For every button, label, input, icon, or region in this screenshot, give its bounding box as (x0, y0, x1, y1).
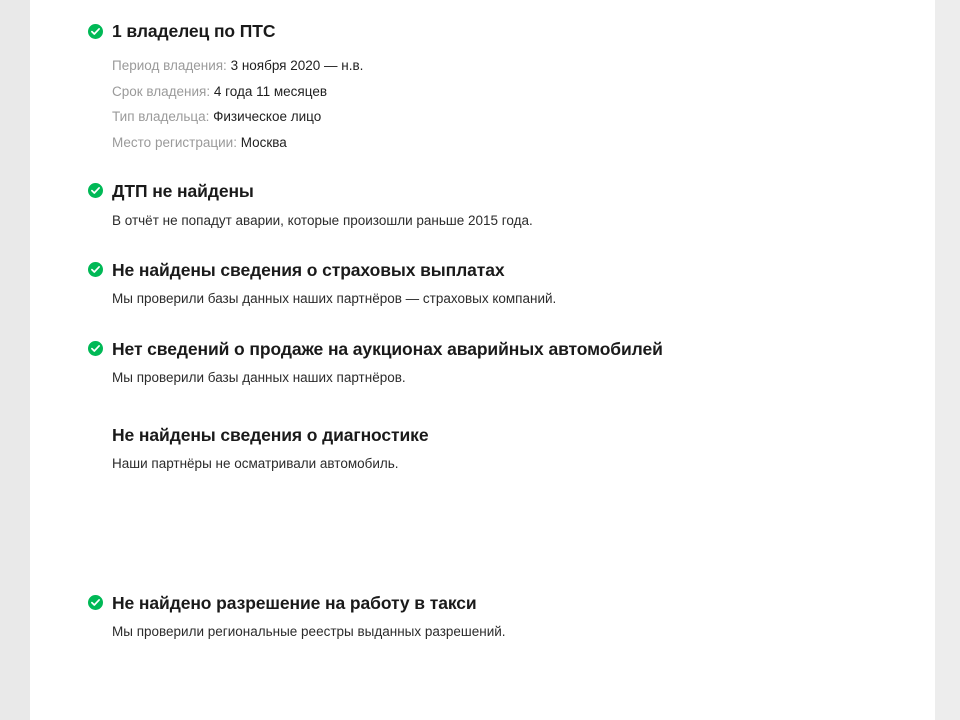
section-taxi-subtitle: Мы проверили региональные реестры выданных разрешений. (112, 623, 506, 639)
section-diagnostic-heading (88, 424, 888, 446)
section-insurance-title: Не найдены сведения о страховых выплатах (112, 259, 505, 280)
section-taxi-heading (88, 592, 888, 614)
section-dtp (88, 180, 888, 229)
section-owners-title: 1 владелец по ПТС (112, 21, 276, 41)
detail-label: Место регистрации: (112, 134, 237, 150)
detail-value: 3 ноября 2020 — н.в. (230, 58, 364, 73)
section-dtp-subtitle: В отчёт не попадут аварии, которые произошли раньше 2015 года. (112, 212, 533, 228)
owners-details-list (112, 57, 888, 151)
list-item (112, 108, 888, 125)
section-auction-title: Нет сведений о продаже на аукционах аварийных автомобилей (112, 338, 663, 359)
section-insurance-subtitle: Мы проверили базы данных наших партнёров — страховых компаний. (112, 290, 557, 306)
report-page (30, 0, 935, 720)
section-insurance (88, 259, 888, 307)
page-right-gutter (935, 0, 960, 720)
section-owners-heading (88, 20, 888, 42)
list-item (112, 83, 888, 100)
section-auction-heading (88, 338, 888, 360)
section-owners (88, 20, 888, 151)
section-auction (88, 338, 888, 386)
icon-placeholder (88, 427, 103, 442)
detail-label: Период владения: (112, 58, 227, 73)
list-item (112, 134, 888, 151)
section-diagnostic-title: Не найдены сведения о диагностике (112, 424, 429, 445)
section-diagnostic-subtitle: Наши партнёры не осматривали автомобиль. (112, 455, 399, 471)
detail-value: Физическое лицо (213, 109, 322, 124)
check-circle-icon (88, 24, 103, 39)
section-taxi-title: Не найдено разрешение на работу в такси (112, 592, 477, 613)
report-content (88, 0, 888, 640)
detail-label: Тип владельца: (112, 109, 210, 124)
check-circle-icon (88, 595, 103, 610)
detail-value: 4 года 11 месяцев (213, 83, 327, 99)
detail-value: Москва (240, 134, 287, 150)
section-auction-subtitle: Мы проверили базы данных наших партнёров. (112, 369, 406, 385)
check-circle-icon (88, 262, 103, 277)
section-dtp-heading (88, 180, 888, 202)
section-diagnostic (88, 424, 888, 472)
check-circle-icon (88, 183, 103, 198)
section-taxi (88, 592, 888, 640)
detail-label: Срок владения: (112, 83, 211, 99)
section-dtp-title: ДТП не найдены (112, 180, 254, 201)
list-item (112, 57, 888, 74)
section-insurance-heading (88, 259, 888, 281)
check-circle-icon (88, 341, 103, 356)
